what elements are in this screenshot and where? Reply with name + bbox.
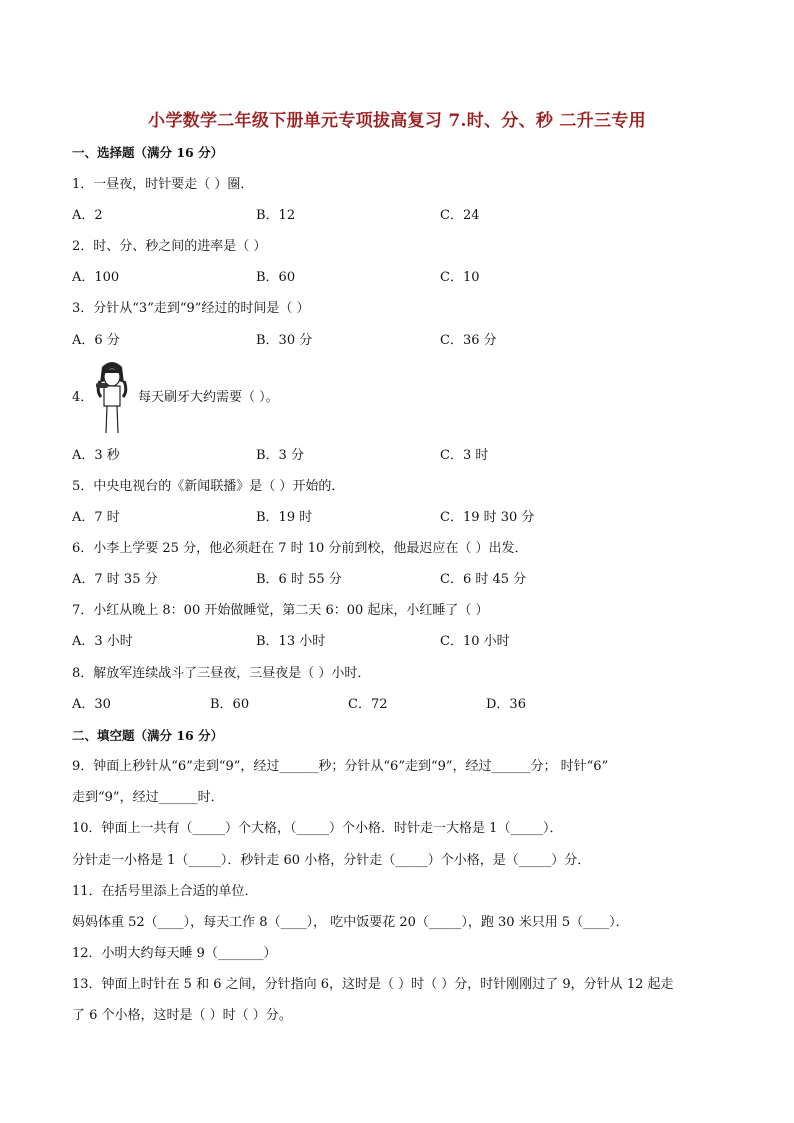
question-4: 每天刷牙大约需要（ ）。 (138, 390, 279, 405)
question-5: 5．中央电视台的《新闻联播》是（ ）开始的． (72, 479, 345, 494)
section-heading-fill: 二、填空题（满分 16 分） (72, 728, 224, 743)
q7-option-c: C．10 小时 (440, 634, 510, 649)
q3-option-c: C．36 分 (440, 333, 497, 348)
question-1: 1．一昼夜，时针要走（ ）圈． (72, 177, 254, 192)
q2-option-b: B．60 (256, 270, 296, 285)
q3-option-a: A．6 分 (72, 333, 120, 348)
q7-option-a: A．3 小时 (72, 634, 133, 649)
girl-brushing-teeth-illustration (92, 359, 132, 435)
question-4-number: 4． (72, 390, 94, 405)
q8-option-c: C．72 (348, 697, 388, 712)
question-6: 6．小李上学要 25 分，他必须赶在 7 时 10 分前到校，他最迟应在（ ）出发． (72, 541, 528, 556)
q7-option-b: B．13 小时 (256, 634, 326, 649)
question-12: 12．小明大约每天睡 9（_______） (72, 946, 277, 961)
question-9-line2: 走到“9”，经过______时． (72, 790, 224, 805)
question-11-line2: 妈妈体重 52（____），每天工作 8（____）， 吃中饭要花 20（_____），跑 30 米只用 5（____）． (72, 915, 629, 930)
q1-option-c: C．24 (440, 208, 480, 223)
q8-option-a: A．30 (72, 697, 111, 712)
q1-option-a: A．2 (72, 208, 103, 223)
q2-option-a: A．100 (72, 270, 120, 285)
q6-option-a: A．7 时 35 分 (72, 572, 158, 587)
question-11-line1: 11．在括号里添上合适的单位． (72, 884, 258, 899)
question-13-line2: 了 6 个小格，这时是（ ）时（ ）分。 (72, 1008, 292, 1023)
question-9-line1: 9．钟面上秒针从“6”走到“9”，经过______秒；分针从“6”走到“9”，经过______分； 时针“6” (72, 759, 609, 774)
q8-option-d: D．36 (486, 697, 526, 712)
q5-option-a: A．7 时 (72, 510, 120, 525)
q4-option-a: A．3 秒 (72, 448, 120, 463)
q8-option-b: B．60 (210, 697, 250, 712)
question-10-line2: 分针走一小格是 1（_____）．秒针走 60 小格，分针走（_____）个小格，是（_____）分． (72, 853, 591, 868)
q5-option-c: C．19 时 30 分 (440, 510, 535, 525)
section-heading-choice: 一、选择题（满分 16 分） (72, 145, 224, 160)
q2-option-c: C．10 (440, 270, 480, 285)
question-8: 8．解放军连续战斗了三昼夜，三昼夜是（ ）小时． (72, 666, 371, 681)
question-7: 7．小红从晚上 8：00 开始做睡觉，第二天 6：00 起床，小红睡了（ ） (72, 603, 489, 618)
q4-option-b: B．3 分 (256, 448, 304, 463)
q6-option-c: C．6 时 45 分 (440, 572, 527, 587)
question-2: 2．时、分、秒之间的进率是（ ） (72, 239, 267, 254)
q5-option-b: B．19 时 (256, 510, 313, 525)
q4-option-c: C．3 时 (440, 448, 489, 463)
question-3: 3．分针从“3”走到“9”经过的时间是（ ） (72, 301, 310, 316)
q1-option-b: B．12 (256, 208, 296, 223)
question-13-line1: 13．钟面上时针在 5 和 6 之间，分针指向 6，这时是（ ）时（ ）分，时针刚刚过了 9，分针从 12 起走 (72, 977, 674, 992)
q3-option-b: B．30 分 (256, 333, 313, 348)
worksheet-title: 小学数学二年级下册单元专项拔高复习 7.时、分、秒 二升三专用 (148, 111, 646, 131)
question-10-line1: 10．钟面上一共有（_____）个大格，（_____）个小格．时针走一大格是 1（_____）． (72, 821, 563, 836)
q6-option-b: B．6 时 55 分 (256, 572, 342, 587)
